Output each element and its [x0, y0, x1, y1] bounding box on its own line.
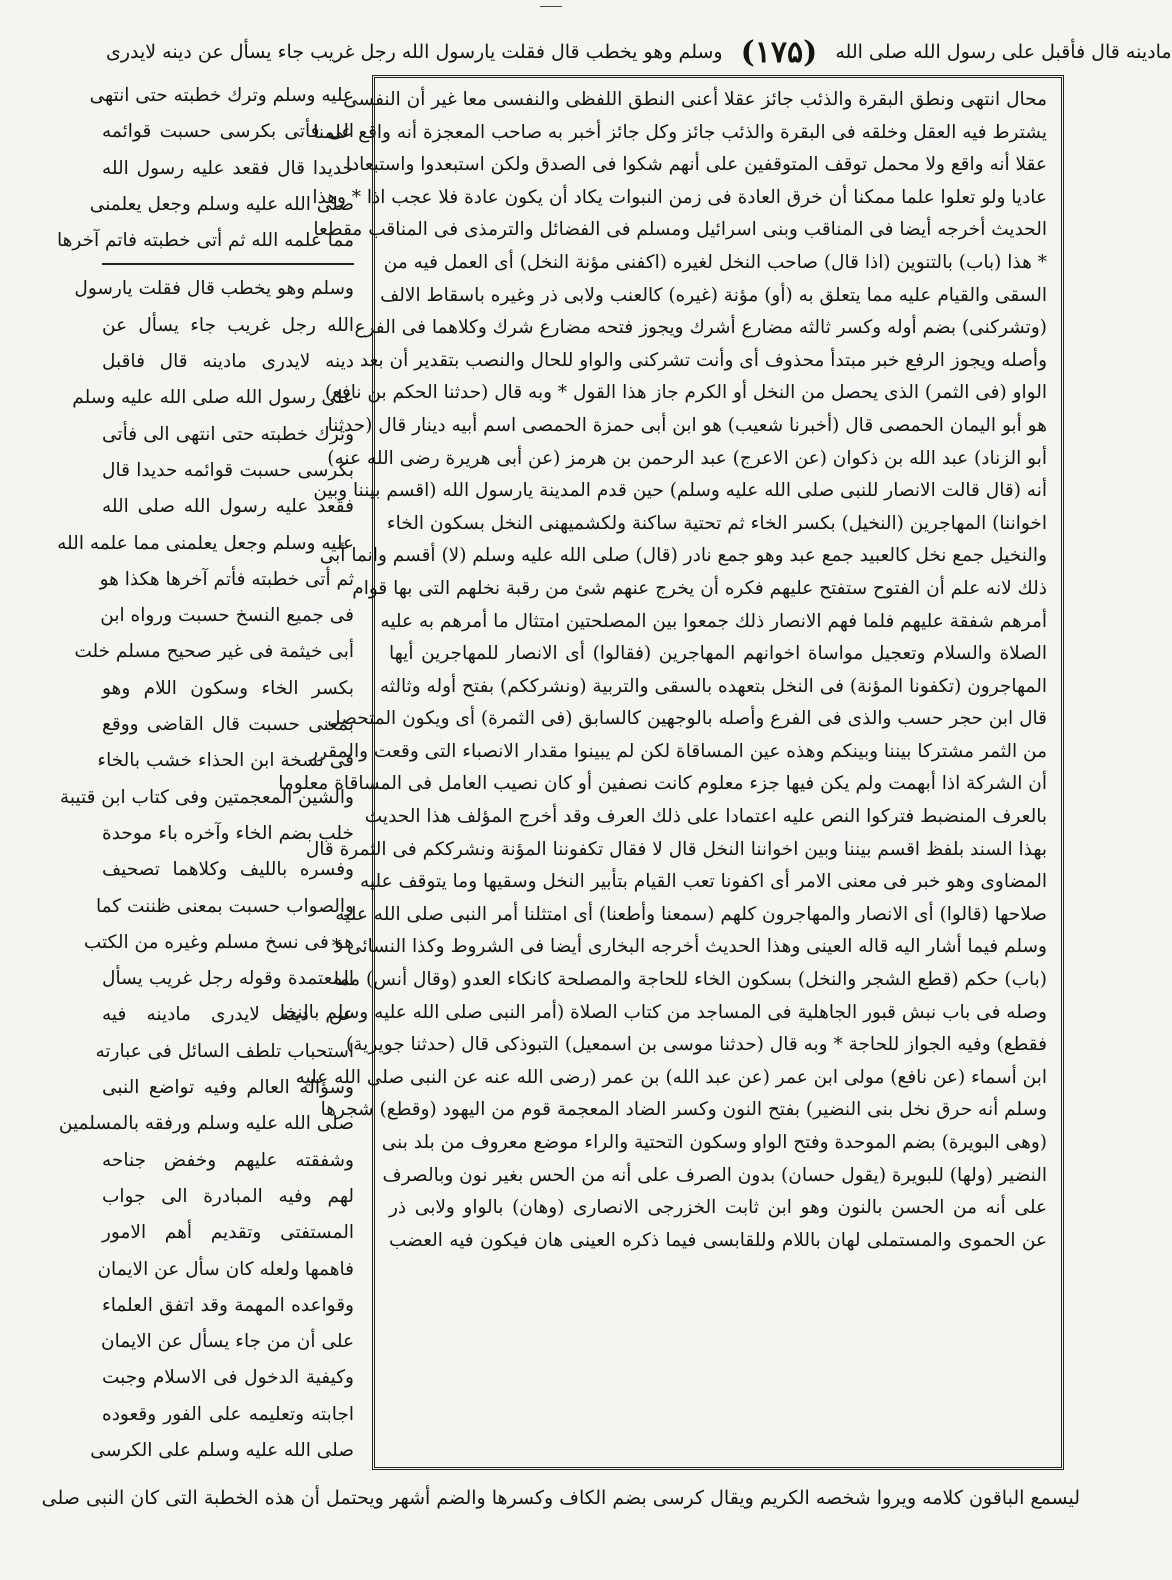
margin-text-line: على رسول الله صلى الله عليه وسلم	[72, 387, 354, 409]
main-text-line: وسلم أنه حرق نخل بنى النضير) بفتح النون وكسر الضاد المعجمة قوم من اليهود (وقطع) شجرها	[320, 1099, 1047, 1121]
main-text-line: أنه (قال قالت الانصار للنبى صلى الله عليه وسلم) حين قدم المدينة يارسول الله (اقسم بيننا وبين	[313, 480, 1047, 502]
main-text-line: الحديث أخرجه أيضا فى المناقب وبنى اسرائيل ومسلم فى الفضائل والترمذى فى المناقب مقطعا	[313, 219, 1047, 241]
main-text-line: عاديا ولو تعلوا علما ممكنا أن خرق العادة فى زمن النبوات يكاد أن يكون عادة فلا عجب اذا * وهذا	[312, 186, 1047, 208]
main-text-line: (وهى البويرة) بضم الموحدة وفتح الواو وسكون التحتية والراء موضع معروف من بلد بنى	[381, 1132, 1047, 1153]
main-text-line: وصله فى باب نبش قبور الجاهلية فى المساجد من كتاب الصلاة (أمر النبى صلى الله عليه وسلم بالنخل	[271, 1001, 1047, 1023]
main-text-line: النضير (ولها) للبويرة (يقول حسان) بدون الصرف على أنه من الحس بغير نون وبالصرف	[382, 1164, 1047, 1186]
main-text-line: المضاوى وهو خبر فى معنى الامر أى اكفونا تعب القيام بتأبير النخل وسقيها وما يتوقف عليه	[359, 871, 1047, 893]
main-text-line: ذلك لانه علم أن الفتوح ستفتح عليهم فكره أن يخرج عنهم شئ من رقبة نخلهم التى بها قوام	[352, 577, 1047, 599]
margin-text-line: أبى خيثمة فى غير صحيح مسلم خلت	[74, 641, 354, 663]
margin-text-line: بكسر الخاء وسكون اللام وهو	[102, 677, 354, 699]
margin-text-line: صلى الله عليه وسلم وجعل يعلمنى	[89, 193, 354, 215]
main-text-line: المهاجرون (تكفونا المؤنة) فى النخل بتعهده بالسقى والتربية (ونشرككم) بفتح أوله وثالثه	[379, 675, 1047, 697]
main-text-line: (وتشركنى) بضم أوله وكسر ثالثه مضارع أشرك ويجوز فتحه مضارع شرك وكلاهما فى الفرع	[354, 317, 1047, 339]
margin-text-line: حديدا قال فقعد عليه رسول الله	[102, 157, 354, 179]
margin-body-block	[57, 271, 354, 1469]
margin-text-line: المستفتى وتقديم أهم الامور	[102, 1222, 354, 1244]
main-text-line: السقى والقيام عليه مما يتعلق به (أو) مؤنة (غيره) كالعنب ولابى ذر وغيره باسقاط الالف	[380, 284, 1047, 306]
main-text-line: وأصله ويجوز الرفع خبر مبتدأ محذوف أى وأنت تشركنى والواو للحال والنصب بتقدير أن بعد	[359, 349, 1047, 371]
margin-text-line: دينه لايدرى مادينه قال فاقبل	[102, 351, 354, 373]
main-text-line: عن الحموى والمستملى لهان باللام وللقابسى فيما ذكره العينى هان فيكون فيه العضب	[389, 1229, 1047, 1251]
main-text-line: أن الشركة اذا أبهمت ولم يكن فيها جزء معلوم كانت نصفين أو كان نصيب العامل فى المساقاة معلوما	[278, 773, 1047, 795]
main-text-line: على أنه من الحسن بالنون وهو ابن ثابت الخزرجى الانصارى (وهان) بالواو ولابى ذر	[389, 1197, 1047, 1219]
margin-text-line: لهم وفيه المبادرة الى جواب	[102, 1185, 354, 1207]
main-text-line: والنخيل جمع نخل كالعبيد جمع عبد وهو جمع نادر (قال) صلى الله عليه وسلم (لا) أقسم وانما أبى	[319, 545, 1047, 567]
top-edge-mark	[540, 6, 562, 7]
margin-text-line: فقعد عليه رسول الله صلى الله	[102, 496, 354, 518]
main-text-line: محال انتهى ونطق البقرة والذئب جائز عقلا أعنى النطق اللفظى والنفسى معا غير أن النفسى	[343, 89, 1047, 110]
main-text-line: ابن أسماء (عن نافع) مولى ابن عمر (عن عبد الله) بن عمر (رضى الله عنه عن النبى صلى الله عليه	[295, 1066, 1047, 1088]
margin-text-line: اجابته وتعليمه على الفور وقعوده	[102, 1403, 354, 1425]
margin-text-line: هو فى نسخ مسلم وغيره من الكتب	[83, 931, 354, 953]
margin-text-line: استحباب تلطف السائل فى عبارته	[95, 1040, 354, 1062]
main-text-line: الصلاة والسلام وتعجيل مواساة اخوانهم المهاجرين (فقالوا) أى الانصار للمهاجرين أيها	[389, 643, 1047, 665]
margin-text-line: على أن من جاء يسأل عن الايمان	[101, 1331, 354, 1353]
main-text-block	[271, 84, 1047, 1257]
margin-text-line: وترك خطبته حتى انتهى الى فأتى	[102, 423, 354, 445]
main-commentary-box	[271, 75, 1064, 1470]
margin-text-line: وقواعده المهمة وقد اتفق العلماء	[102, 1294, 354, 1316]
bottom-catchline: ليسمع الباقون كلامه ويروا شخصه الكريم ويقال كرسى بضم الكاف وكسرها والضم أشهر ويحتمل أن هذه الخطبة التى كان النبى صلى	[41, 1487, 1080, 1509]
margin-text-line: صلى الله عليه وسلم على الكرسى	[90, 1439, 354, 1461]
running-header	[96, 28, 1172, 76]
margin-text-line: عن دينه لايدرى مادينه فيه	[102, 1004, 354, 1026]
margin-text-line: والشين المعجمتين وفى كتاب ابن قتيبة	[59, 786, 354, 808]
margin-text-line: فى جميع النسخ حسبت ورواه ابن	[100, 605, 354, 627]
main-text-line: (باب) حكم (قطع الشجر والنخل) بسكون الخاء للحاجة والمصلحة كانكاء العدو (وقال أنس) مما	[333, 969, 1047, 991]
margin-text-line: وشفقته عليهم وخفض جناحه	[102, 1149, 354, 1171]
main-text-line: فقطع) وفيه الجواز للحاجة * وبه قال (حدثنا موسى بن اسمعيل) التبوذكى قال (حدثنا جويرية)	[346, 1034, 1047, 1056]
main-text-line: وسلم فيما أشار اليه قاله العينى وهذا الحديث أخرجه البخارى أيضا فى الشروط وكذا النسائى *	[331, 936, 1047, 958]
margin-text-line: بمعنى حسبت قال القاضى ووقع	[102, 714, 354, 736]
margin-text-line: فاهمها ولعله كان سأل عن الايمان	[97, 1258, 354, 1280]
main-text-line: من الثمر مشتركا بيننا وبينكم وهذه عين المساقاة لكن لم يبينوا مقدار الانصباء التى وقعت والمقرر	[309, 740, 1047, 762]
margin-text-line: ثم أتى خطبته فأتم آخرها هكذا هو	[99, 568, 354, 590]
main-text-line: يشترط فيه العقل وخلقه فى البقرة والذئب جائز وكل جائز أخبر به صاحب المعجزة أنه واقع علمنا	[313, 121, 1047, 143]
main-text-line: الواو (فى الثمر) الذى يحصل من النخل أو الكرم جاز هذا القول * وبه قال (حدثنا الحكم بن نافع)	[324, 382, 1047, 404]
main-text-line: صلاحها (قالوا) أى الانصار والمهاجرون كلهم (سمعنا وأطعنا) أى امتثلنا أمر النبى صلى الله عليه	[335, 903, 1047, 925]
margin-text-line: عليه وسلم وجعل يعلمنى مما علمه الله	[57, 532, 354, 554]
margin-text-line: بكرسى حسبت قوائمه حديدا قال	[102, 459, 354, 481]
margin-text-line: والصواب حسبت بمعنى ظننت كما	[95, 895, 354, 917]
margin-text-line: وفسره بالليف وكلاهما تصحيف	[102, 859, 354, 881]
main-text-line: اخواننا) المهاجرين (النخيل) بكسر الخاء ثم تحتية ساكنة ولكشميهنى النخل بسكون الخاء	[386, 512, 1047, 534]
main-text-line: بالعرف المنضبط فتركوا النص عليه اعتمادا على ذلك العرف وقد أخرج المؤلف هذا الحديث	[364, 806, 1047, 828]
header-text-left: مادينه قال فأقبل على رسول الله صلى الله	[835, 41, 1172, 63]
margin-text-line: الى فأتى بكرسى حسبت قوائمه	[102, 121, 354, 143]
header-text-right: وسلم وهو يخطب قال فقلت يارسول الله رجل غريب جاء يسأل عن دينه لايدرى	[106, 41, 723, 63]
margin-text-line: وسلم وهو يخطب قال فقلت يارسول	[74, 278, 354, 300]
main-text-line: قال ابن حجر حسب والذى فى الفرع وأصله بالوجهين كالسابق (فى الثمرة) أى ويكون المتحصل	[327, 708, 1047, 730]
margin-text-line: وسؤاله العالم وفيه تواضع النبى	[102, 1077, 354, 1099]
margin-text-line: عليه وسلم وترك خطبته حتى انتهى	[89, 85, 354, 106]
main-text-line: عقلا أنه واقع ولا محمل توقف المتوقفين على أنهم شكوا فى الصدق ولكن استبعدوا واستبعادا	[345, 154, 1047, 176]
margin-text-line: صلى الله عليه وسلم ورفقه بالمسلمين	[58, 1113, 354, 1135]
main-text-line: أمرهم شفقة عليهم فلما فهم الانصار ذلك جمعوا بين المصلحتين امتثال ما أمرهم به عليه	[380, 610, 1047, 632]
margin-text-line: وكيفية الدخول فى الاسلام وجبت	[102, 1367, 354, 1389]
margin-text-line: فى نسخة ابن الحذاء خشب بالخاء	[97, 750, 354, 772]
margin-text-line: مما علمه الله ثم أتى خطبته فاتم آخرها	[57, 230, 354, 252]
main-text-line: هو أبو اليمان الحمصى قال (أخبرنا شعيب) هو ابن أبى حمزة الحمصى اسم أبيه دينار قال (حدثنا	[327, 414, 1047, 436]
margin-divider	[102, 263, 354, 265]
main-text-line: أبو الزناد) عبد الله بن ذكوان (عن الاعرج) عبد الرحمن بن هرمز (عن أبى هريرة رضى الله عنه)	[327, 447, 1047, 469]
main-text-line: بهذا السند بلفظ اقسم بيننا وبين اخواننا النخل قال لا فقال تكفوننا المؤنة ونشرككم فى الثمرة قال	[305, 838, 1047, 860]
page-number: (۱۷۵)	[740, 34, 818, 70]
margin-text-line: الله رجل غريب جاء يسأل عن	[102, 314, 354, 336]
margin-text-line: خلب بضم الخاء وآخره باء موحدة	[102, 822, 354, 844]
main-text-line: * هذا (باب) بالتنوين (اذا قال) صاحب النخل لغيره (اكفنى مؤنة النخل) أى العمل فيه من	[383, 251, 1047, 273]
margin-text-line: المعتمدة وقوله رجل غريب يسأل	[102, 968, 354, 990]
